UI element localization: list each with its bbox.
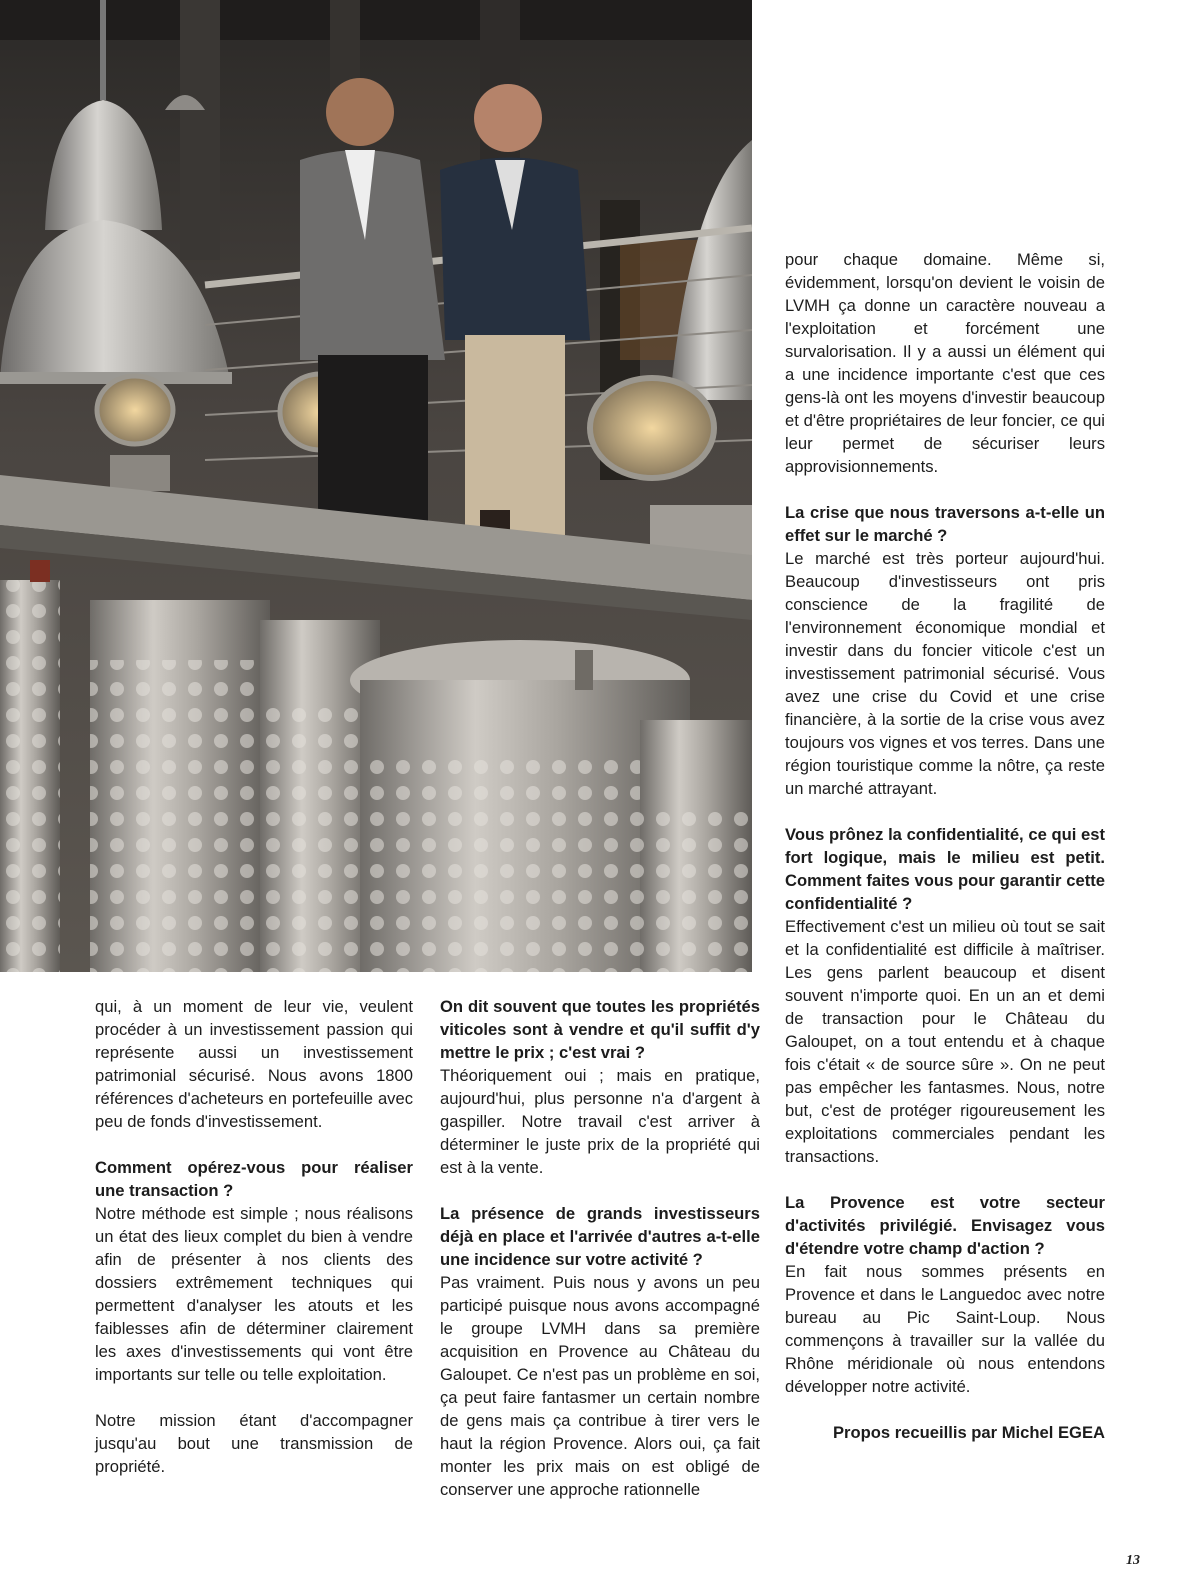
qa-block	[95, 1156, 413, 1386]
answer: Pas vraiment. Puis nous y avons un peu participé puisque nous avons accompagné le groupe LVMH dans sa première acquisition en Provence au Château du Galoupet. Ce n'est pas un problème en soi, ça peut faire fantasmer un certain nombre de gens mais ça contribue à tirer vers le haut la région Provence. Alors oui, ça fait monter les prix mais on est obligé de conserver une approche rationnelle	[440, 1273, 760, 1499]
article-photo	[0, 0, 752, 972]
article-column-3	[785, 248, 1105, 1444]
question: La Provence est votre secteur d'activités privilégié. Envisagez vous d'étendre votre champ d'action ?	[785, 1193, 1105, 1258]
question: Vous prônez la confidentialité, ce qui est fort logique, mais le milieu est petit. Comment faites vous pour garantir cette confidentialité ?	[785, 825, 1105, 913]
question: La crise que nous traversons a-t-elle un effet sur le marché ?	[785, 503, 1105, 545]
answer: Notre méthode est simple ; nous réalisons un état des lieux complet du bien à vendre afin de présenter à nos clients des dossiers extrêmement techniques qui permettent d'analyser les atouts et les faiblesses afin de déterminer clairement les axes d'investissements qui vont être importants sur telle ou telle exploitation.	[95, 1204, 413, 1384]
article-column-1	[95, 995, 413, 1478]
answer: Effectivement c'est un milieu où tout se sait et la confidentialité est difficile à maîtriser. Les gens parlent beaucoup et disent souvent n'importe quoi. En un an et demi de transaction pour le Château du Galoupet, on a tout entendu et à chaque fois c'était « de source sûre ». On ne peut pas empêcher les fantasmes. Nous, notre but, c'est de protéger rigoureusement les exploitations commerciales pendant les transactions.	[785, 917, 1105, 1166]
page-number: 13	[1126, 1553, 1140, 1568]
qa-block	[785, 501, 1105, 800]
question: On dit souvent que toutes les propriétés viticoles sont à vendre et qu'il suffit d'y mettre le prix ; c'est vrai ?	[440, 997, 760, 1062]
paragraph: Notre mission étant d'accompagner jusqu'au bout une transmission de propriété.	[95, 1411, 413, 1476]
qa-block	[440, 1202, 760, 1501]
question: Comment opérez-vous pour réaliser une transaction ?	[95, 1158, 413, 1200]
paragraph: pour chaque domaine. Même si, évidemment, lorsqu'on devient le voisin de LVMH ça donne un caractère nouveau a l'exploitation et forcément une survalorisation. Il y a aussi un élément qui a une incidence importante c'est que ces gens-là ont les moyens d'investir beaucoup et d'être propriétaires de leur foncier, ce qui leur permet de sécuriser leurs approvisionnements.	[785, 250, 1105, 476]
winery-photo-illustration	[0, 0, 752, 972]
qa-block	[785, 823, 1105, 1168]
byline: Propos recueillis par Michel EGEA	[832, 1423, 1105, 1442]
answer: En fait nous sommes présents en Provence et dans le Languedoc avec notre bureau au Pic Saint-Loup. Nous commençons à travailler sur la vallée du Rhône méridionale où nous entendons développer notre activité.	[785, 1262, 1105, 1396]
paragraph: qui, à un moment de leur vie, veulent procéder à un investissement passion qui représente aussi un investissement patrimonial sécurisé. Nous avons 1800 références d'acheteurs en portefeuille avec peu de fonds d'investissement.	[95, 997, 413, 1131]
question: La présence de grands investisseurs déjà en place et l'arrivée d'autres a-t-elle une incidence sur votre activité ?	[440, 1204, 760, 1269]
answer: Théoriquement oui ; mais en pratique, aujourd'hui, plus personne n'a d'argent à gaspiller. Notre travail c'est arriver à déterminer le juste prix de la propriété qui est à la vente.	[440, 1066, 760, 1177]
qa-block	[440, 995, 760, 1179]
qa-block	[785, 1191, 1105, 1398]
article-column-2	[440, 995, 760, 1501]
answer: Le marché est très porteur aujourd'hui. Beaucoup d'investisseurs ont pris conscience de la fragilité de l'environnement économique mondial et investir dans du foncier viticole c'est un investissement patrimonial sécurisé. Vous avez une crise du Covid et une crise financière, à la sortie de la crise vous avez toujours vos vignes et vos terres. Dans une région touristique comme la nôtre, ça reste un marché attrayant.	[785, 549, 1105, 798]
